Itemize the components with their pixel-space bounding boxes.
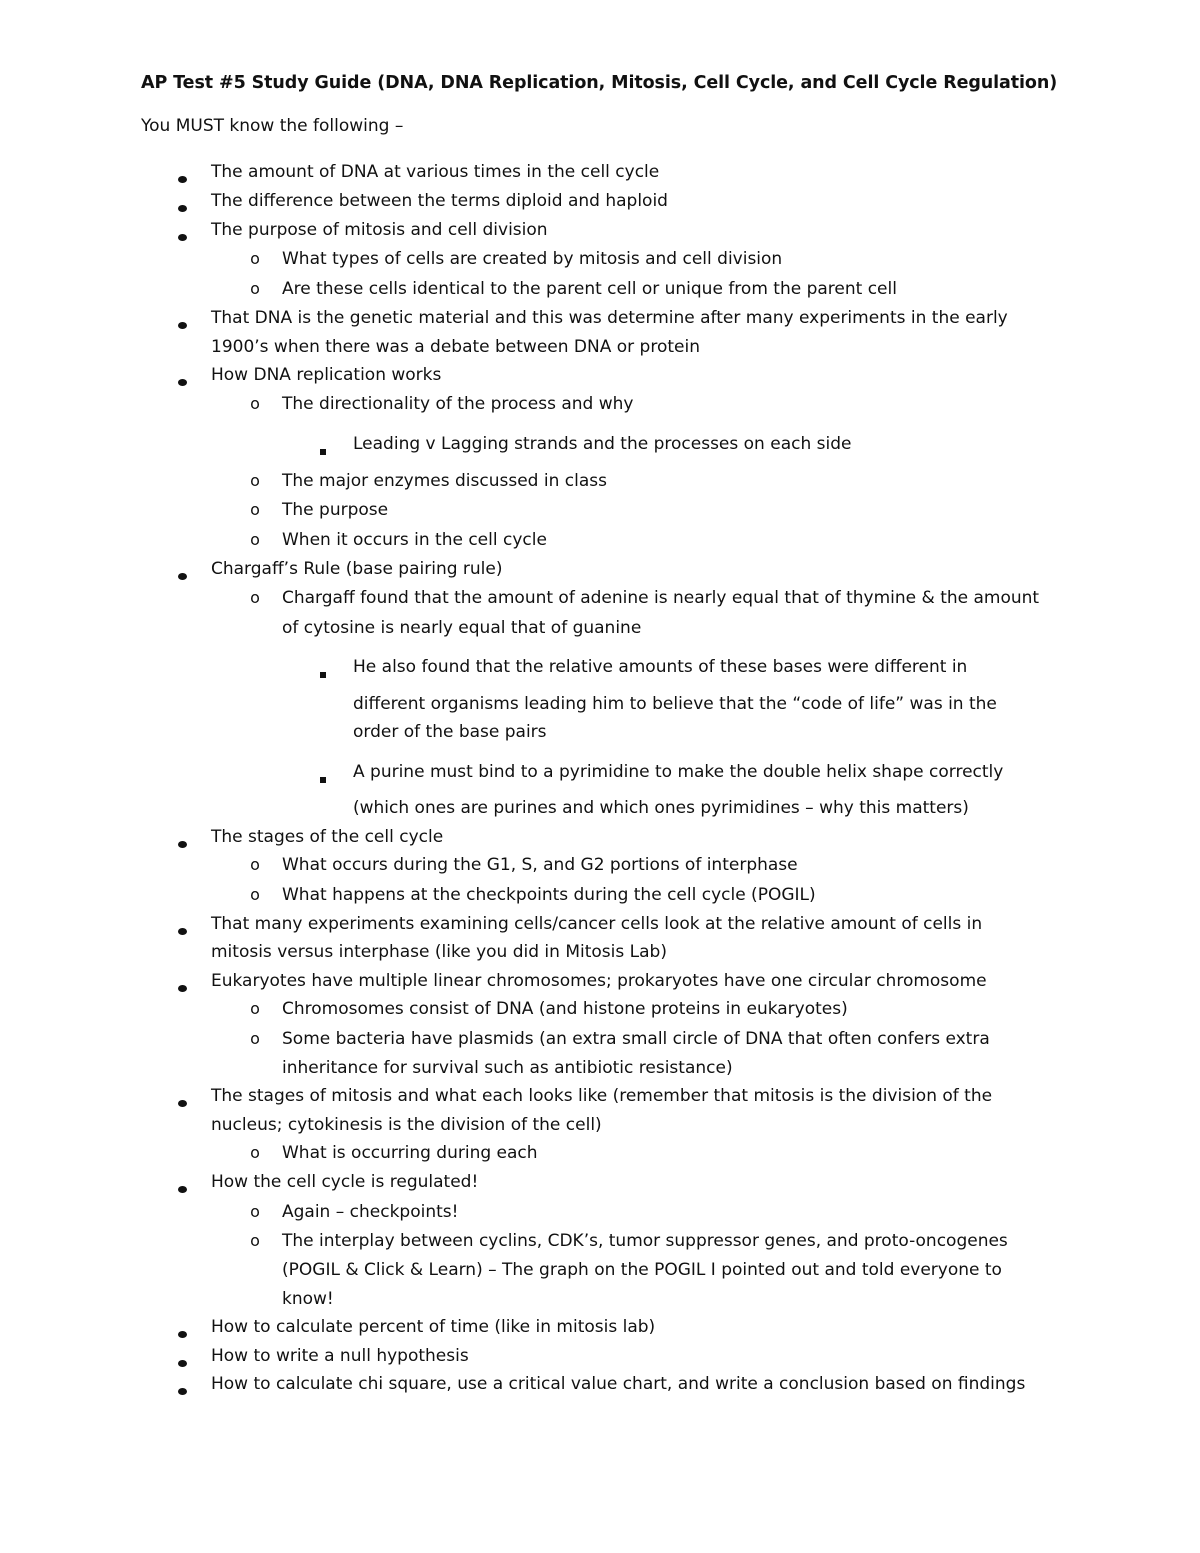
bullet-icon: [172, 969, 192, 989]
list-item: The interplay between cyclins, CDK’s, tumor suppressor genes, and proto-oncogenes: [282, 1231, 1008, 1251]
bullet-icon: [172, 912, 192, 932]
list-item-continuation: order of the base pairs: [353, 722, 547, 742]
bullet-icon: [172, 1170, 192, 1190]
document-title: AP Test #5 Study Guide (DNA, DNA Replication, Mitosis, Cell Cycle, and Cell Cycle Regulation): [141, 73, 1058, 93]
list-item-continuation: different organisms leading him to believe that the “code of life” was in the: [353, 694, 997, 714]
list-item: The amount of DNA at various times in the cell cycle: [211, 162, 660, 182]
list-item: The stages of mitosis and what each looks like (remember that mitosis is the division of the: [211, 1086, 993, 1106]
list-item: Chromosomes consist of DNA (and histone proteins in eukaryotes): [282, 999, 848, 1019]
bullet-icon: [172, 1344, 192, 1364]
list-item-continuation: inheritance for survival such as antibiotic resistance): [282, 1058, 733, 1078]
circle-bullet-icon: o: [250, 588, 260, 607]
circle-bullet-icon: o: [250, 249, 260, 268]
square-bullet-icon: [313, 432, 333, 452]
list-item-continuation: nucleus; cytokinesis is the division of the cell): [211, 1115, 602, 1135]
list-item: Chargaff found that the amount of adenine is nearly equal that of thymine & the amount: [282, 588, 1040, 608]
circle-bullet-icon: o: [250, 999, 260, 1018]
list-item: How to calculate percent of time (like in mitosis lab): [211, 1317, 656, 1337]
list-item: What occurs during the G1, S, and G2 portions of interphase: [282, 855, 798, 875]
bullet-icon: [172, 1372, 192, 1392]
list-item: How to write a null hypothesis: [211, 1346, 469, 1366]
list-item: The directionality of the process and why: [282, 394, 634, 414]
list-item: Eukaryotes have multiple linear chromosomes; prokaryotes have one circular chromosome: [211, 971, 987, 991]
list-item: Some bacteria have plasmids (an extra small circle of DNA that often confers extra: [282, 1029, 990, 1049]
circle-bullet-icon: o: [250, 500, 260, 519]
bullet-icon: [172, 306, 192, 326]
list-item-continuation: (which ones are purines and which ones pyrimidines – why this matters): [353, 798, 969, 818]
list-item: A purine must bind to a pyrimidine to make the double helix shape correctly: [353, 762, 1004, 782]
list-item: How to calculate chi square, use a critical value chart, and write a conclusion based on findings: [211, 1374, 1026, 1394]
circle-bullet-icon: o: [250, 394, 260, 413]
intro-text: You MUST know the following –: [141, 116, 404, 136]
list-item: What is occurring during each: [282, 1143, 538, 1163]
bullet-icon: [172, 1315, 192, 1335]
bullet-icon: [172, 557, 192, 577]
bullet-icon: [172, 363, 192, 383]
square-bullet-icon: [313, 760, 333, 780]
bullet-icon: [172, 1084, 192, 1104]
list-item: The difference between the terms diploid and haploid: [211, 191, 668, 211]
list-item: The stages of the cell cycle: [211, 827, 444, 847]
circle-bullet-icon: o: [250, 1231, 260, 1250]
square-bullet-icon: [313, 655, 333, 675]
list-item: Again – checkpoints!: [282, 1202, 459, 1222]
list-item: How DNA replication works: [211, 365, 442, 385]
bullet-icon: [172, 218, 192, 238]
list-item: When it occurs in the cell cycle: [282, 530, 547, 550]
circle-bullet-icon: o: [250, 885, 260, 904]
circle-bullet-icon: o: [250, 471, 260, 490]
bullet-icon: [172, 160, 192, 180]
list-item: He also found that the relative amounts of these bases were different in: [353, 657, 968, 677]
list-item-continuation: mitosis versus interphase (like you did in Mitosis Lab): [211, 942, 667, 962]
list-item-continuation: 1900’s when there was a debate between DNA or protein: [211, 337, 700, 357]
list-item: What happens at the checkpoints during the cell cycle (POGIL): [282, 885, 816, 905]
list-item: The purpose: [282, 500, 389, 520]
circle-bullet-icon: o: [250, 1143, 260, 1162]
list-item: Chargaff’s Rule (base pairing rule): [211, 559, 503, 579]
list-item: How the cell cycle is regulated!: [211, 1172, 479, 1192]
list-item-continuation: (POGIL & Click & Learn) – The graph on the POGIL I pointed out and told everyone to: [282, 1260, 1002, 1280]
list-item: What types of cells are created by mitosis and cell division: [282, 249, 783, 269]
bullet-icon: [172, 189, 192, 209]
circle-bullet-icon: o: [250, 530, 260, 549]
list-item: The major enzymes discussed in class: [282, 471, 607, 491]
list-item: That many experiments examining cells/cancer cells look at the relative amount of cells in: [211, 914, 983, 934]
list-item-continuation: know!: [282, 1289, 334, 1309]
circle-bullet-icon: o: [250, 855, 260, 874]
circle-bullet-icon: o: [250, 1202, 260, 1221]
list-item: Are these cells identical to the parent cell or unique from the parent cell: [282, 279, 897, 299]
list-item: Leading v Lagging strands and the processes on each side: [353, 434, 852, 454]
list-item: That DNA is the genetic material and this was determine after many experiments in the early: [211, 308, 1008, 328]
list-item: The purpose of mitosis and cell division: [211, 220, 548, 240]
circle-bullet-icon: o: [250, 279, 260, 298]
bullet-icon: [172, 825, 192, 845]
list-item-continuation: of cytosine is nearly equal that of guanine: [282, 618, 642, 638]
circle-bullet-icon: o: [250, 1029, 260, 1048]
